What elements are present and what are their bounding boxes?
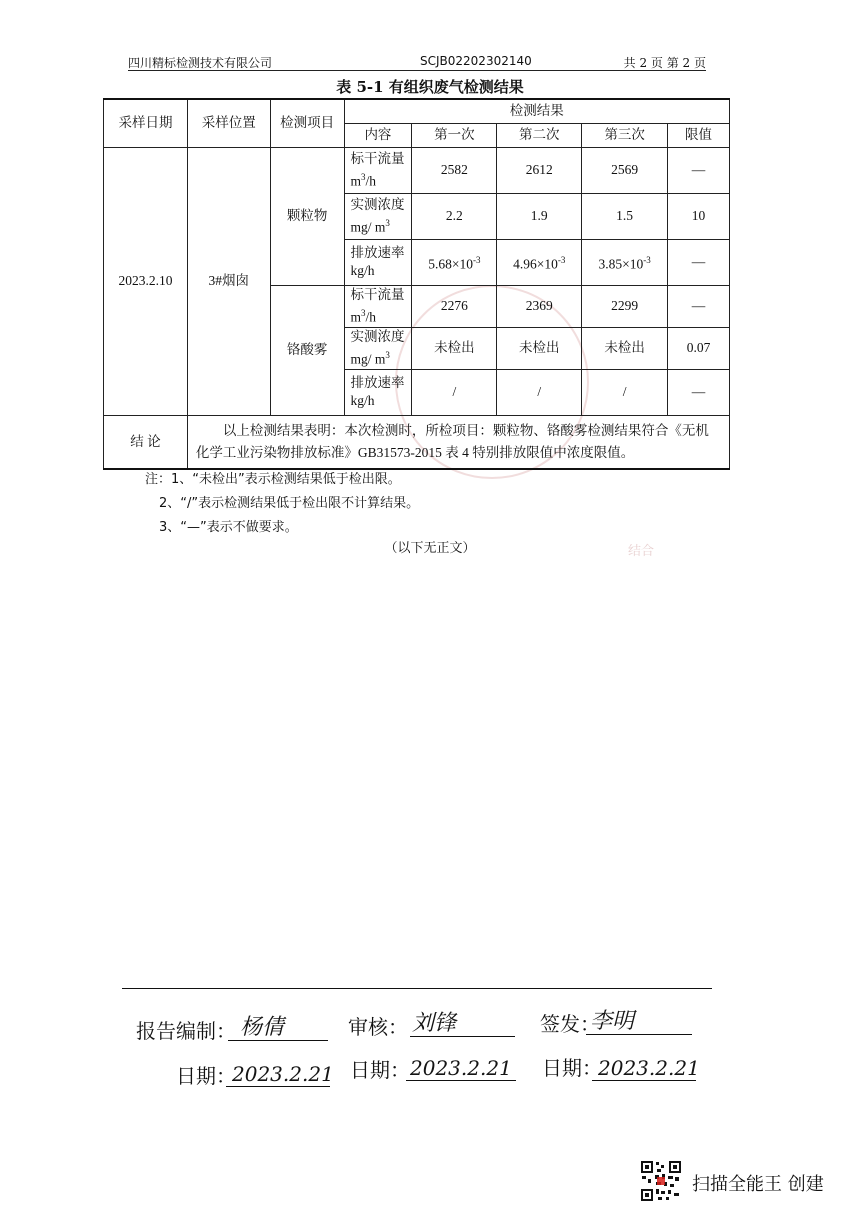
date-label-3: 日期： [542, 1056, 602, 1080]
value-limit: 10 [668, 193, 730, 239]
company-name: 四川精标检测技术有限公司 [128, 56, 273, 70]
conclusion-text: 以上检测结果表明：本次检测时，所检项目：颗粒物、铬酸雾检测结果符合《无机化学工业污染物排放标准》GB31573-2015 表 4 特别排放限值中浓度限值。 [187, 415, 729, 469]
row-label: 实测浓度 mg/ $m^3$ [344, 193, 412, 239]
date-underline-1 [226, 1086, 330, 1087]
row-label: 实测浓度 mg/ $m^3$ [344, 327, 412, 369]
value-third: 2299 [582, 285, 668, 327]
value-third: / [582, 369, 668, 415]
approver-underline [586, 1034, 692, 1035]
value-first: $5.68\times 10^{-3}$ [412, 239, 497, 285]
col-header-results: 检测结果 [344, 99, 730, 123]
page-count: 共 2 页 第 2 页 [623, 56, 706, 70]
compiler-signature: 杨倩 [240, 1015, 285, 1040]
scanner-footer [640, 1160, 840, 1202]
value-first: 未检出 [412, 327, 497, 369]
compiler-underline [228, 1040, 328, 1041]
value-second: 2369 [497, 285, 582, 327]
value-first: / [412, 369, 497, 415]
note-3: 3、“—”表示不做要求。 [159, 520, 298, 535]
note-1: 注：1、“未检出”表示检测结果低于检出限。 [145, 472, 401, 487]
value-second: / [497, 369, 582, 415]
approver-signature: 李明 [590, 1009, 635, 1034]
note-2: 2、“/”表示检测结果低于检出限不计算结果。 [159, 496, 420, 511]
value-limit: — [668, 369, 730, 415]
stamp-fragment: 结合 [628, 544, 655, 559]
sample-location: 3#烟囱 [187, 147, 270, 415]
col-header-second: 第二次 [497, 123, 582, 147]
notes [145, 468, 419, 540]
item-name: 颗粒物 [270, 147, 344, 285]
value-third: 未检出 [582, 327, 668, 369]
col-header-third: 第三次 [582, 123, 668, 147]
date-value-2: 2023.2.21 [410, 1056, 512, 1080]
date-underline-3 [592, 1080, 696, 1081]
row-label: 排放速率 kg/h [344, 369, 412, 415]
scanner-credit: 扫描全能王 创建 [692, 1174, 824, 1195]
date-label-1: 日期： [176, 1064, 236, 1088]
approver-label: 签发： [540, 1012, 600, 1036]
value-third: $3.85\times 10^{-3}$ [582, 239, 668, 285]
date-underline-2 [406, 1080, 516, 1081]
item-name: 铬酸雾 [270, 285, 344, 415]
col-header-first: 第一次 [412, 123, 497, 147]
table-title: 表 5-1 有组织废气检测结果 [336, 78, 524, 96]
qr-code-icon [640, 1160, 682, 1202]
conclusion-label: 结 论 [104, 415, 188, 469]
value-second: $4.96\times 10^{-3}$ [497, 239, 582, 285]
col-header-content: 内容 [344, 123, 412, 147]
value-third: 2569 [582, 147, 668, 193]
end-note: （以下无正文） [384, 541, 476, 556]
value-limit: — [668, 285, 730, 327]
row-label: 标干流量 $m^3/h$ [344, 147, 412, 193]
col-header-item: 检测项目 [270, 99, 344, 147]
value-second: 未检出 [497, 327, 582, 369]
reviewer-underline [410, 1036, 515, 1037]
reviewer-label: 审核： [348, 1015, 408, 1039]
value-limit: — [668, 239, 730, 285]
value-second: 1.9 [497, 193, 582, 239]
col-header-limit: 限值 [668, 123, 730, 147]
date-label-2: 日期： [350, 1058, 410, 1082]
value-limit: — [668, 147, 730, 193]
col-header-location: 采样位置 [187, 99, 270, 147]
value-first: 2582 [412, 147, 497, 193]
value-limit: 0.07 [668, 327, 730, 369]
date-value-1: 2023.2.21 [232, 1062, 334, 1086]
value-first: 2.2 [412, 193, 497, 239]
reviewer-signature: 刘锋 [412, 1011, 457, 1036]
results-table [103, 98, 730, 470]
value-third: 1.5 [582, 193, 668, 239]
page-header [128, 52, 706, 71]
value-second: 2612 [497, 147, 582, 193]
sample-date: 2023.2.10 [104, 147, 188, 415]
report-number: SCJB02202302140 [420, 54, 532, 68]
col-header-date: 采样日期 [104, 99, 188, 147]
compiler-label: 报告编制： [136, 1019, 236, 1043]
row-label: 标干流量 $m^3/h$ [344, 285, 412, 327]
value-first: 2276 [412, 285, 497, 327]
signature-divider [122, 988, 712, 989]
date-value-3: 2023.2.21 [598, 1056, 700, 1080]
row-label: 排放速率 kg/h [344, 239, 412, 285]
